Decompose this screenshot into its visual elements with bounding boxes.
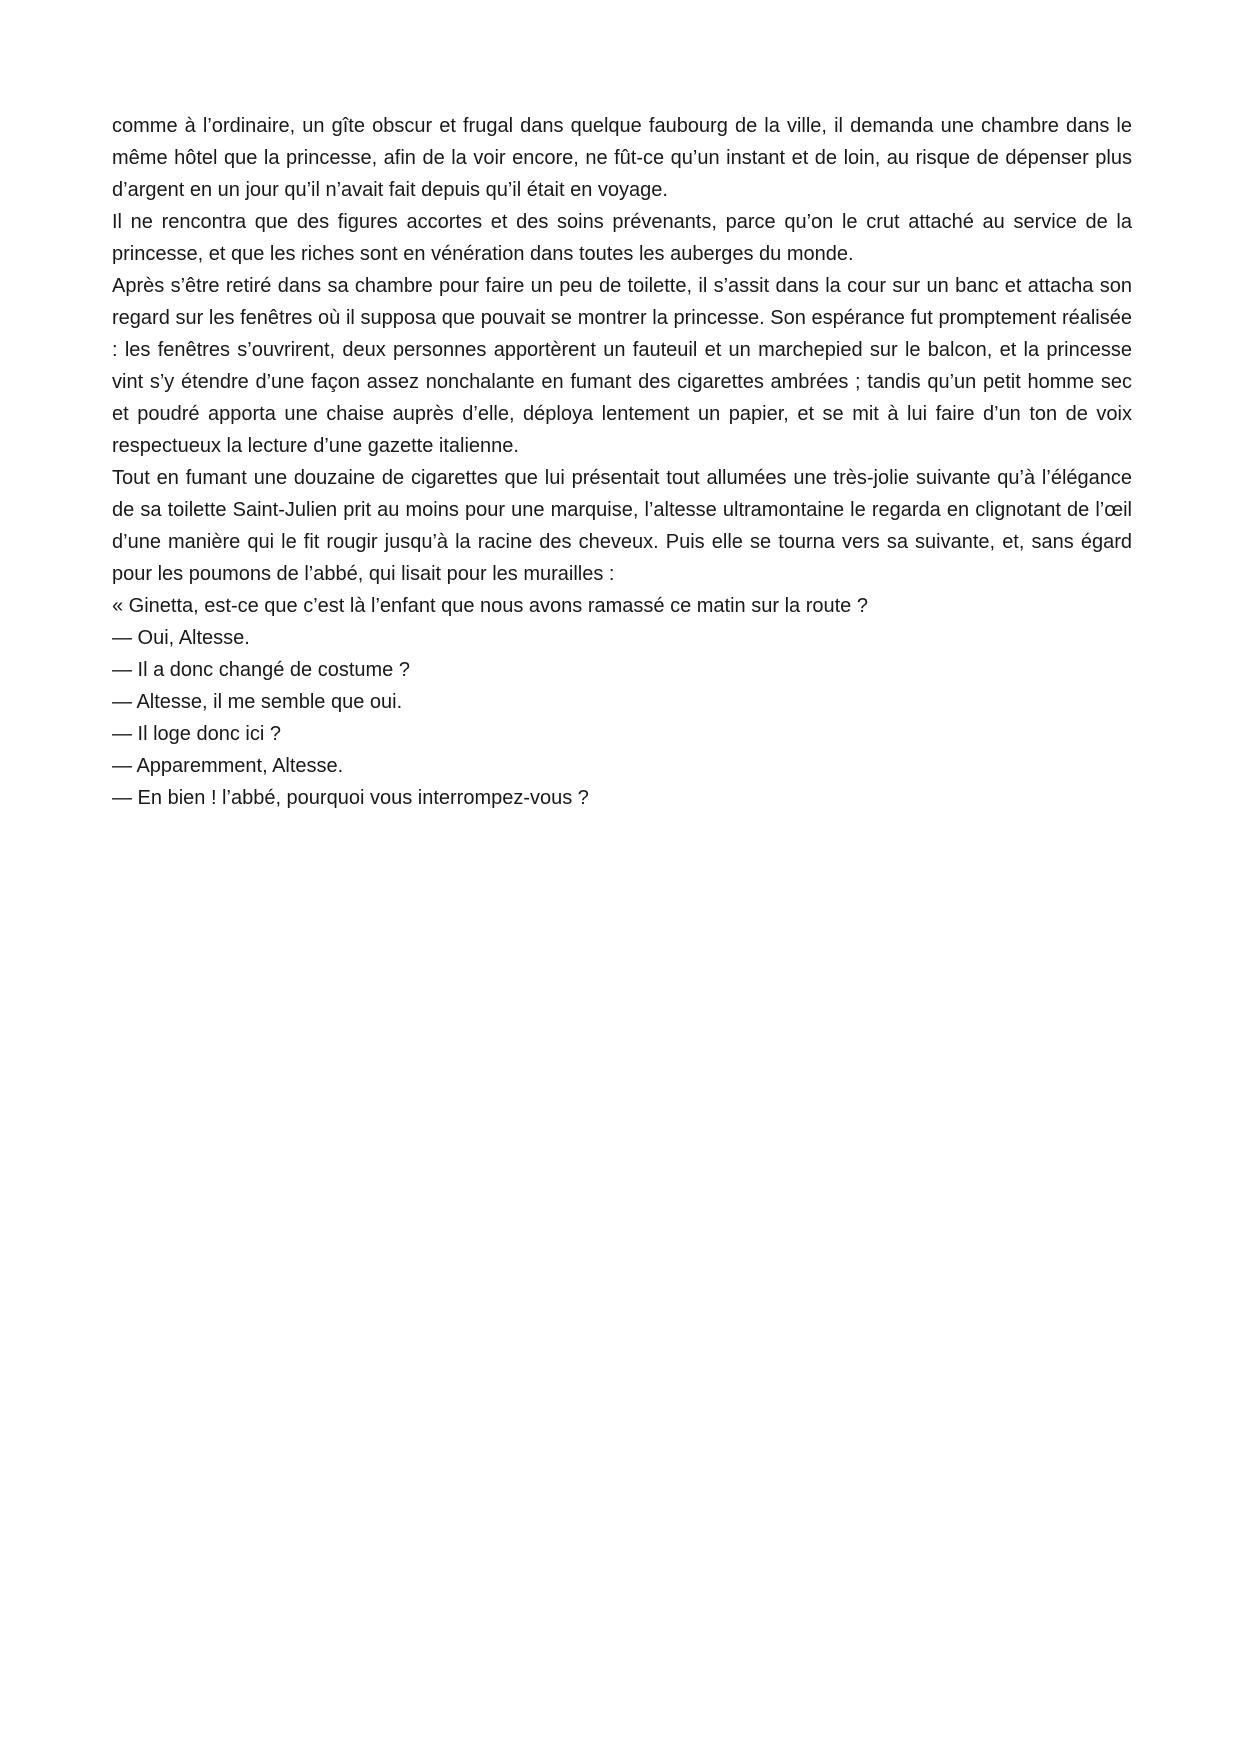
dialogue-line-1: « Ginetta, est-ce que c’est là l’enfant que nous avons ramassé ce matin sur la route ? — [112, 595, 868, 617]
dialogue-line-2: — Oui, Altesse. — [112, 627, 250, 649]
dialogue-line-3: — Il a donc changé de costume ? — [112, 659, 410, 681]
dialogue-line-4: — Altesse, il me semble que oui. — [112, 691, 403, 713]
paragraph-1: comme à l’ordinaire, un gîte obscur et frugal dans quelque faubourg de la ville, il demanda une chambre dans le même hôtel que la princesse, afin de la voir encore, ne fût-ce qu’un instant et de loin, au risque de dépenser plus d’argent en un jour qu’il n’avait fait depuis qu’il était en voyage. — [112, 115, 1132, 201]
dialogue-line-5: — Il loge donc ici ? — [112, 723, 281, 745]
paragraph-2: Il ne rencontra que des figures accortes et des soins prévenants, parce qu’on le crut attaché au service de la princesse, et que les riches sont en vénération dans toutes les auberges du monde. — [112, 211, 1132, 265]
dialogue-line-7: — En bien ! l’abbé, pourquoi vous interrompez-vous ? — [112, 787, 589, 809]
paragraph-4: Tout en fumant une douzaine de cigarettes que lui présentait tout allumées une très-jolie suivante qu’à l’élégance de sa toilette Saint-Julien prit au moins pour une marquise, l’altesse ultramontaine le regarda en clignotant de l’œil d’une manière qui le fit rougir jusqu’à la racine des cheveux. Puis elle se tourna vers sa suivante, et, sans égard pour les poumons de l’abbé, qui lisait pour les murailles : — [112, 467, 1132, 585]
paragraph-3: Après s’être retiré dans sa chambre pour faire un peu de toilette, il s’assit dans la cour sur un banc et attacha son regard sur les fenêtres où il supposa que pouvait se montrer la princesse. Son espérance fut promptement réalisée : les fenêtres s’ouvrirent, deux personnes apportèrent un fauteuil et un marchepied sur le balcon, et la princesse vint s’y étendre d’une façon assez nonchalante en fumant des cigarettes ambrées ; tandis qu’un petit homme sec et poudré apporta une chaise auprès d’elle, déploya lentement un papier, et se mit à lui faire d’un ton de voix respectueux la lecture d’une gazette italienne. — [112, 275, 1132, 457]
document-page — [112, 110, 1132, 814]
dialogue-line-6: — Apparemment, Altesse. — [112, 755, 344, 777]
